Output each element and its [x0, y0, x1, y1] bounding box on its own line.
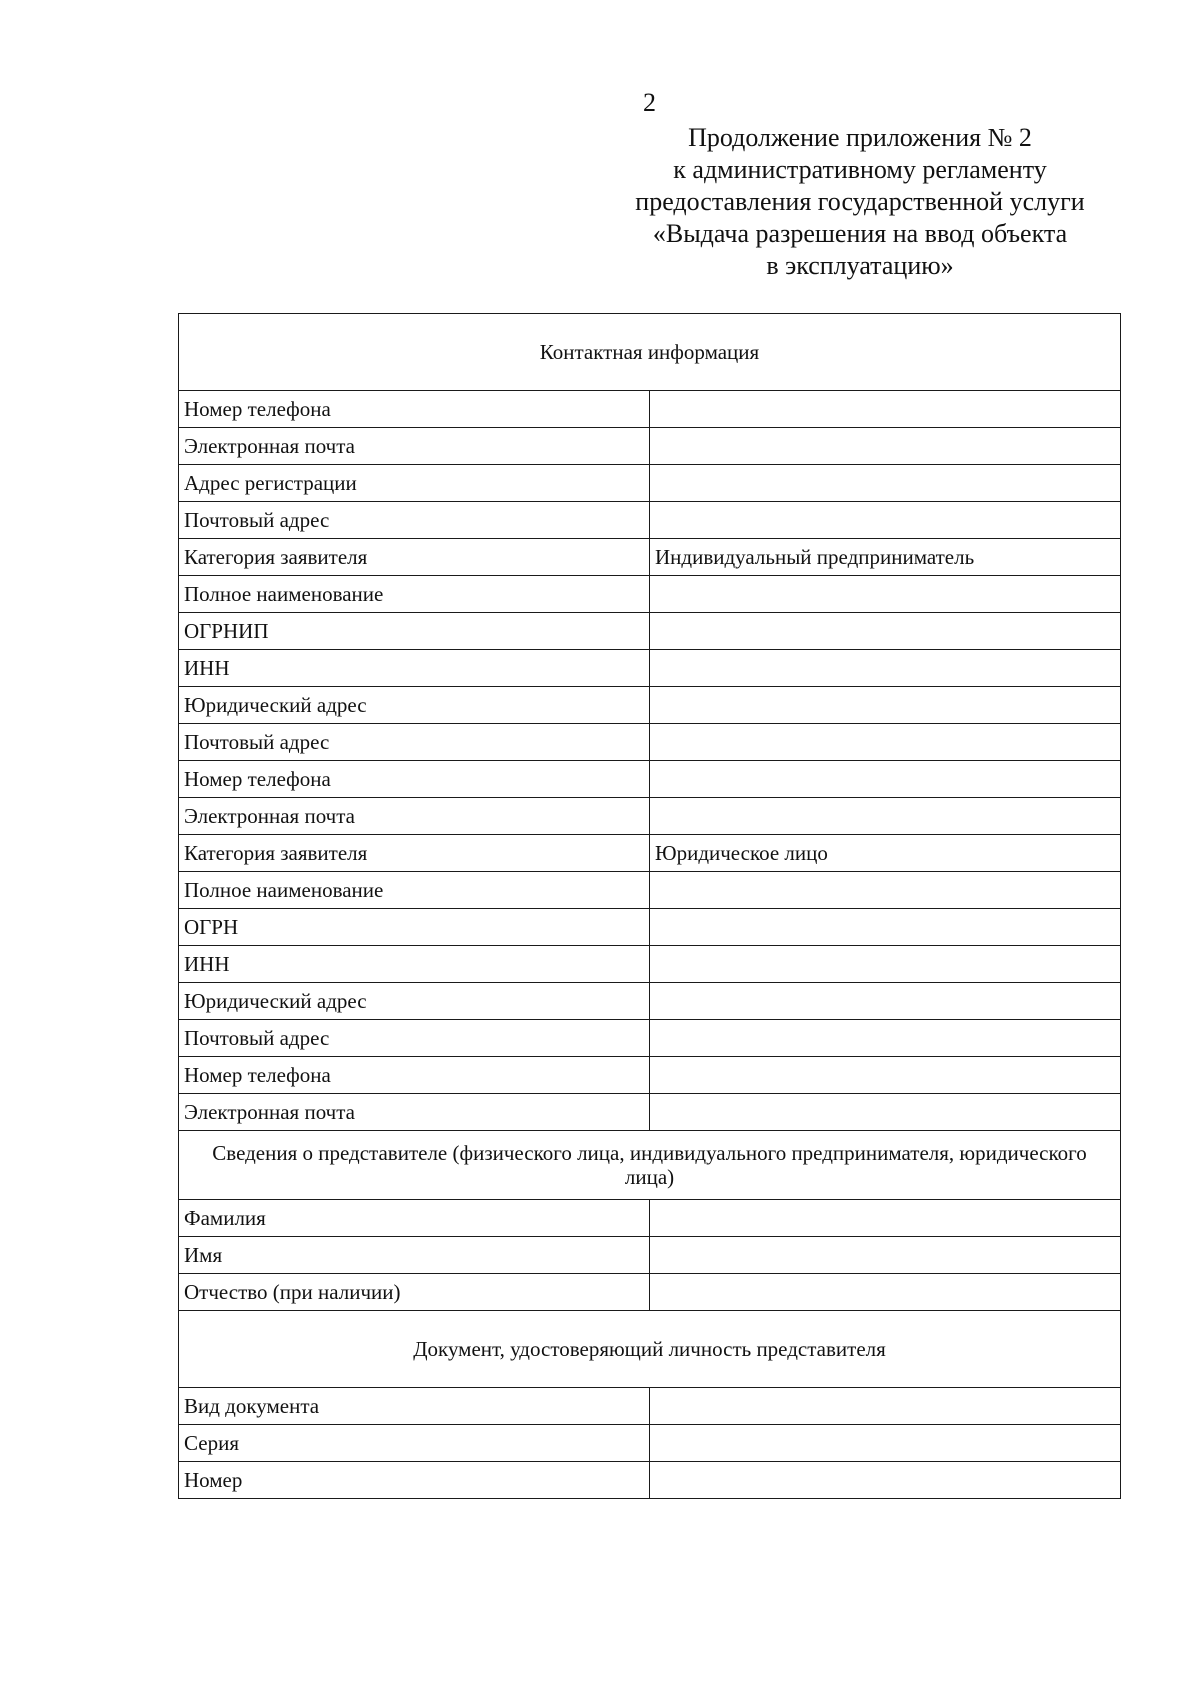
section-title: Контактная информация: [179, 314, 1121, 391]
field-label: Почтовый адрес: [179, 502, 650, 539]
field-value[interactable]: [650, 502, 1121, 539]
header-line: к административному регламенту: [673, 155, 1047, 184]
table-row: [179, 613, 1121, 650]
field-value[interactable]: [650, 1200, 1121, 1237]
field-value[interactable]: [650, 983, 1121, 1020]
field-label: Категория заявителя: [179, 835, 650, 872]
field-label: Юридический адрес: [179, 687, 650, 724]
table-row: [179, 909, 1121, 946]
field-label: Полное наименование: [179, 576, 650, 613]
field-value[interactable]: [650, 465, 1121, 502]
field-value[interactable]: [650, 1237, 1121, 1274]
field-label: ИНН: [179, 946, 650, 983]
field-value[interactable]: Индивидуальный предприниматель: [650, 539, 1121, 576]
field-value[interactable]: [650, 650, 1121, 687]
table-row: [179, 1200, 1121, 1237]
field-label: Имя: [179, 1237, 650, 1274]
section-header-row: [179, 1131, 1121, 1200]
field-label: Фамилия: [179, 1200, 650, 1237]
table-row: [179, 391, 1121, 428]
field-label: Полное наименование: [179, 872, 650, 909]
table-row: [179, 1094, 1121, 1131]
field-value[interactable]: Юридическое лицо: [650, 835, 1121, 872]
field-label: Категория заявителя: [179, 539, 650, 576]
field-label: Электронная почта: [179, 428, 650, 465]
table-row: [179, 724, 1121, 761]
field-value[interactable]: [650, 1094, 1121, 1131]
field-label: ОГРНИП: [179, 613, 650, 650]
field-value[interactable]: [650, 428, 1121, 465]
table-row: [179, 1388, 1121, 1425]
table-row: [179, 576, 1121, 613]
table-row: [179, 1020, 1121, 1057]
table-row: [179, 946, 1121, 983]
field-value[interactable]: [650, 1462, 1121, 1499]
field-label: Отчество (при наличии): [179, 1274, 650, 1311]
field-value[interactable]: [650, 798, 1121, 835]
section-header-row: [179, 314, 1121, 391]
section-title: Документ, удостоверяющий личность представителя: [179, 1311, 1121, 1388]
form-table-body: [179, 314, 1121, 1499]
field-label: Электронная почта: [179, 798, 650, 835]
table-row: [179, 428, 1121, 465]
section-header-row: [179, 1311, 1121, 1388]
field-value[interactable]: [650, 687, 1121, 724]
table-row: [179, 465, 1121, 502]
field-label: Номер телефона: [179, 761, 650, 798]
header-line: «Выдача разрешения на ввод объекта: [652, 219, 1068, 248]
page-number: 2: [643, 88, 656, 117]
table-row: [179, 1057, 1121, 1094]
section-title: Сведения о представителе (физического лица, индивидуального предпринимателя, юридического лица): [179, 1131, 1121, 1200]
table-row: [179, 1274, 1121, 1311]
field-label: Юридический адрес: [179, 983, 650, 1020]
table-row: [179, 502, 1121, 539]
appendix-header: [600, 122, 1120, 282]
field-value[interactable]: [650, 1057, 1121, 1094]
table-row: [179, 761, 1121, 798]
table-row: [179, 1425, 1121, 1462]
field-value[interactable]: [650, 1020, 1121, 1057]
field-value[interactable]: [650, 909, 1121, 946]
table-row: [179, 835, 1121, 872]
field-label: Номер телефона: [179, 391, 650, 428]
field-label: Серия: [179, 1425, 650, 1462]
table-row: [179, 798, 1121, 835]
header-line: Продолжение приложения № 2: [688, 123, 1032, 152]
table-row: [179, 983, 1121, 1020]
field-label: Почтовый адрес: [179, 724, 650, 761]
table-row: [179, 872, 1121, 909]
table-row: [179, 687, 1121, 724]
header-line: в эксплуатацию»: [766, 251, 954, 280]
contact-info-table: [178, 313, 1121, 1499]
field-label: Вид документа: [179, 1388, 650, 1425]
field-label: ИНН: [179, 650, 650, 687]
field-label: Номер: [179, 1462, 650, 1499]
table-row: [179, 1462, 1121, 1499]
field-label: Адрес регистрации: [179, 465, 650, 502]
field-value[interactable]: [650, 1425, 1121, 1462]
field-value[interactable]: [650, 1274, 1121, 1311]
field-label: Номер телефона: [179, 1057, 650, 1094]
field-value[interactable]: [650, 761, 1121, 798]
field-value[interactable]: [650, 724, 1121, 761]
field-label: Почтовый адрес: [179, 1020, 650, 1057]
table-row: [179, 650, 1121, 687]
field-value[interactable]: [650, 576, 1121, 613]
field-label: Электронная почта: [179, 1094, 650, 1131]
table-row: [179, 539, 1121, 576]
field-value[interactable]: [650, 872, 1121, 909]
header-line: предоставления государственной услуги: [635, 187, 1085, 216]
field-label: ОГРН: [179, 909, 650, 946]
table-row: [179, 1237, 1121, 1274]
field-value[interactable]: [650, 1388, 1121, 1425]
field-value[interactable]: [650, 946, 1121, 983]
field-value[interactable]: [650, 391, 1121, 428]
field-value[interactable]: [650, 613, 1121, 650]
